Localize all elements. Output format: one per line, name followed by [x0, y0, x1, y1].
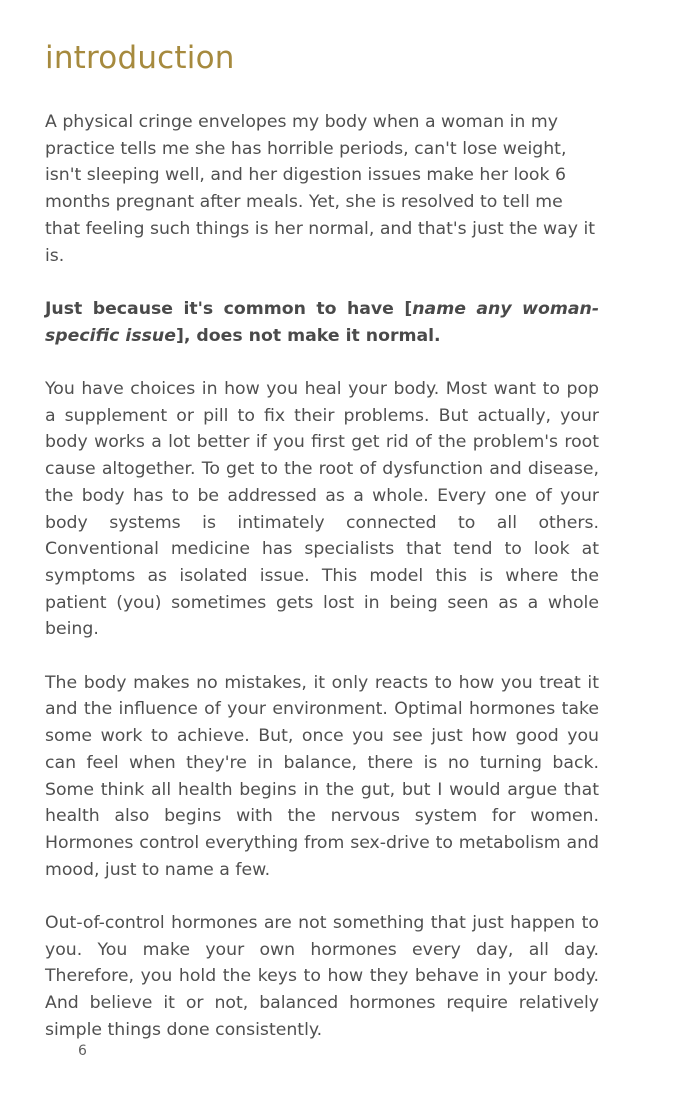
paragraph-5: Out-of-control hormones are not something that just happen to you. You make your own hormones every day, all day. Therefore, you hold the keys to how they behave in your body. And believe it or not, balanced hormones require relatively simple things done consistently.	[45, 913, 599, 1040]
chapter-title: introduction	[45, 40, 235, 76]
emphasis-italic-text: name any woman-specific issue	[45, 298, 600, 346]
emphasis-text-end: ], does not make it normal.	[175, 325, 441, 346]
chapter-body	[45, 109, 599, 1070]
emphasis-text-start: Just because it's common to have [	[45, 298, 413, 319]
page-number: 6	[78, 1043, 87, 1059]
paragraph-2-emphasis	[45, 296, 599, 349]
paragraph-1: A physical cringe envelopes my body when a woman in my practice tells me she has horrible periods, can't lose weight, isn't sleeping well, and her digestion issues make her look 6 months pregnant after meals. Yet, she is resolved to tell me that feeling such things is her normal, and that's just the way it is.	[45, 112, 596, 266]
paragraph-3: You have choices in how you heal your body. Most want to pop a supplement or pill to fix their problems. But actually, your body works a lot better if you first get rid of the problem's root cause altogether. To get to the root of dysfunction and disease, the body has to be addressed as a whole. Every one of your body systems is intimately connected to all others. Conventional medicine has specialists that tend to look at symptoms as isolated issue. This model this is where the patient (you) sometimes gets lost in being seen as a whole being.	[45, 379, 599, 640]
paragraph-4: The body makes no mistakes, it only reacts to how you treat it and the influence of your environment. Optimal hormones take some work to achieve. But, once you see just how good you can feel when they're in balance, there is no turning back. Some think all health begins in the gut, but I would argue that health also begins with the nervous system for women. Hormones control everything from sex-drive to metabolism and mood, just to name a few.	[45, 672, 599, 880]
